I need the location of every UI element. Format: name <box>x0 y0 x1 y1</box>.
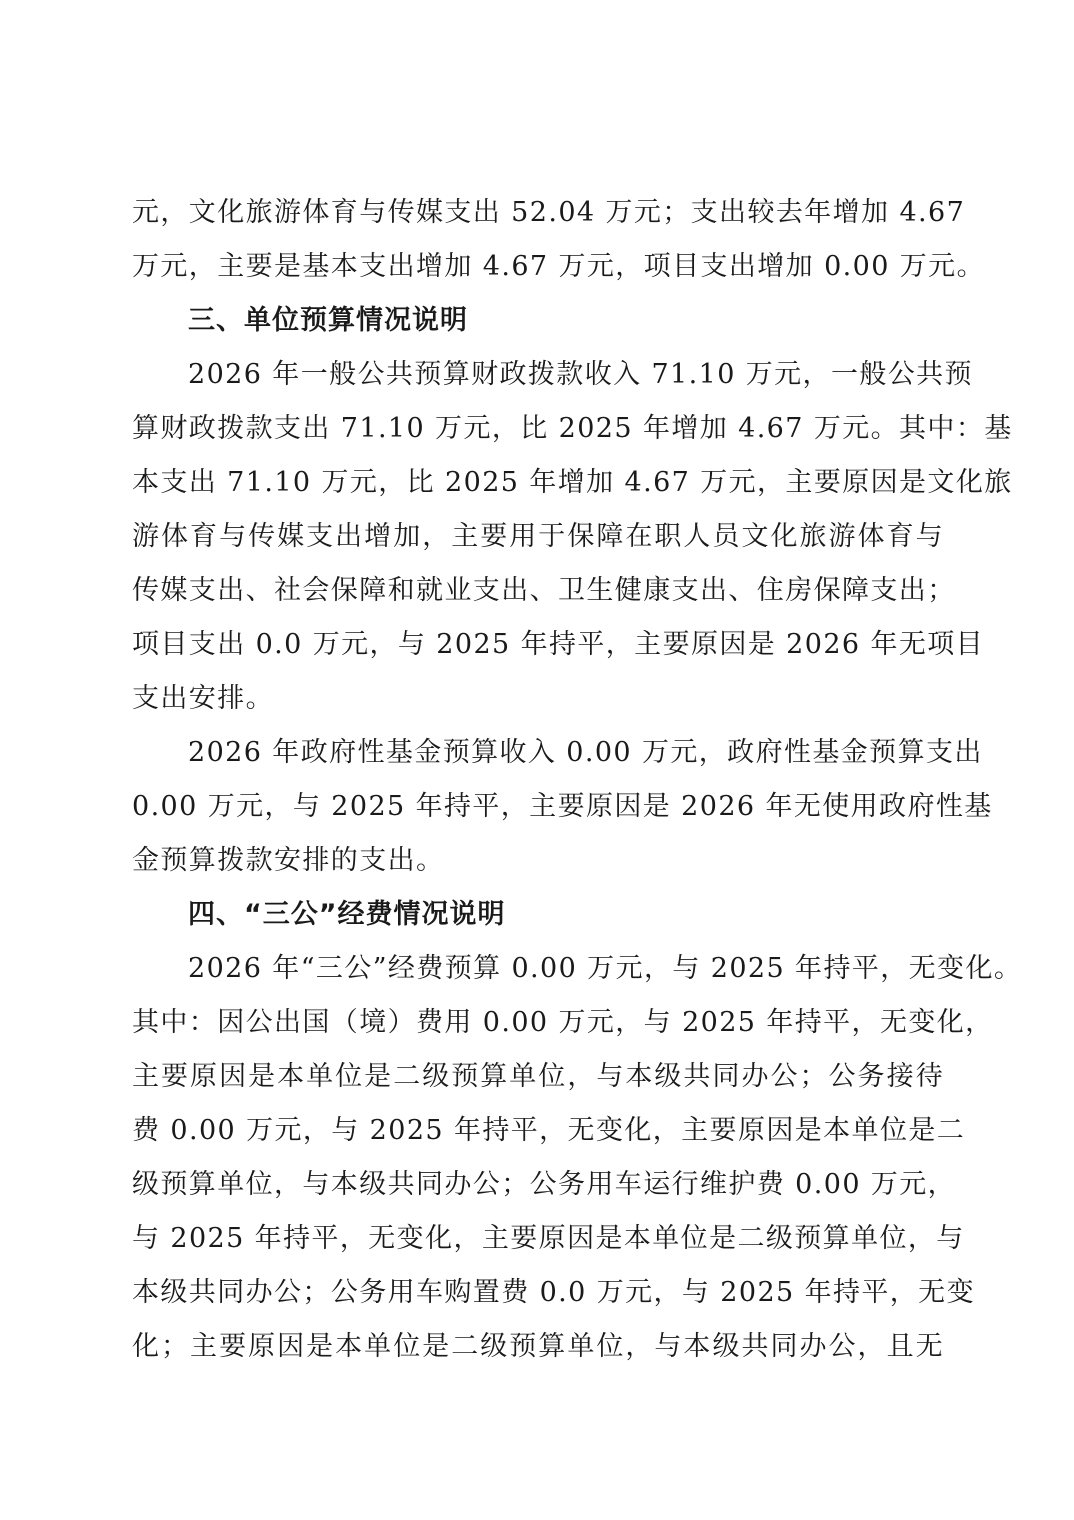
paragraph-line: 化；主要原因是本单位是二级预算单位，与本级共同办公，且无 <box>132 1331 944 1362</box>
document-body <box>132 186 1023 1374</box>
paragraph-line: 传媒支出、社会保障和就业支出、卫生健康支出、住房保障支出； <box>132 575 956 606</box>
paragraph-line: 级预算单位，与本级共同办公；公务用车运行维护费 0.00 万元， <box>132 1169 957 1200</box>
paragraph-line: 算财政拨款支出 71.10 万元，比 2025 年增加 4.67 万元。其中：基 <box>132 413 1013 444</box>
paragraph-line: 元，文化旅游体育与传媒支出 52.04 万元；支出较去年增加 4.67 <box>132 197 966 228</box>
paragraph-line: 2026 年一般公共预算财政拨款收入 71.10 万元，一般公共预 <box>188 359 973 390</box>
paragraph-line: 项目支出 0.0 万元，与 2025 年持平，主要原因是 2026 年无项目 <box>132 629 985 660</box>
section-heading-unit-budget: 三、单位预算情况说明 <box>188 305 468 336</box>
paragraph-line: 其中：因公出国（境）费用 0.00 万元，与 2025 年持平，无变化， <box>132 1007 994 1038</box>
paragraph-line: 支出安排。 <box>132 683 274 714</box>
paragraph-line: 本级共同办公；公务用车购置费 0.0 万元，与 2025 年持平，无变 <box>132 1277 975 1308</box>
paragraph-line: 2026 年政府性基金预算收入 0.00 万元，政府性基金预算支出 <box>188 737 983 768</box>
paragraph-line: 费 0.00 万元，与 2025 年持平，无变化，主要原因是本单位是二 <box>132 1115 966 1146</box>
paragraph-line: 0.00 万元，与 2025 年持平，主要原因是 2026 年无使用政府性基 <box>132 791 993 822</box>
paragraph-line: 2026 年“三公”经费预算 0.00 万元，与 2025 年持平，无变化。 <box>188 953 1023 984</box>
paragraph-line: 金预算拨款安排的支出。 <box>132 845 445 876</box>
paragraph-line: 与 2025 年持平，无变化，主要原因是本单位是二级预算单位，与 <box>132 1223 965 1254</box>
paragraph-line: 万元，主要是基本支出增加 4.67 万元，项目支出增加 0.00 万元。 <box>132 251 985 282</box>
section-heading-three-public-expenses: 四、“三公”经费情况说明 <box>188 899 506 930</box>
paragraph-line: 游体育与传媒支出增加，主要用于保障在职人员文化旅游体育与 <box>132 521 944 552</box>
paragraph-line: 本支出 71.10 万元，比 2025 年增加 4.67 万元，主要原因是文化旅 <box>132 467 1013 498</box>
paragraph-line: 主要原因是本单位是二级预算单位，与本级共同办公；公务接待 <box>132 1061 944 1092</box>
